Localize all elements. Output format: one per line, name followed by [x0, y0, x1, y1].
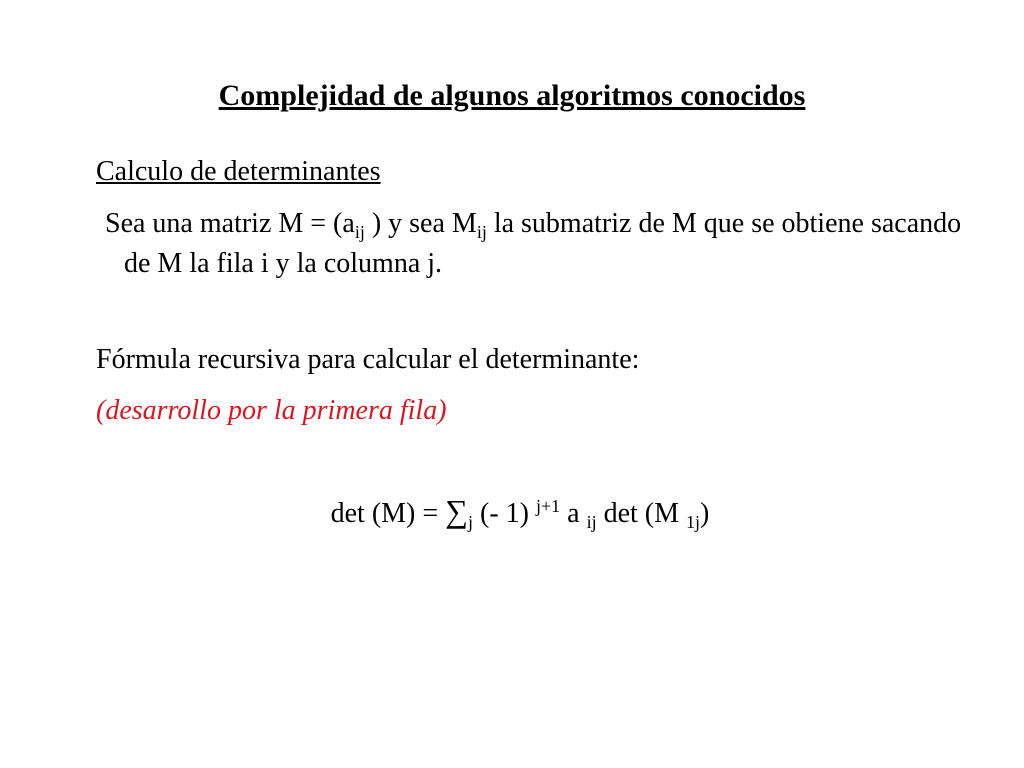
formula-note: (desarrollo por la primera fila)	[96, 395, 447, 426]
definition-text-3: la submatriz de M que se obtiene sacando de M la fila i y la columna j.	[124, 208, 962, 279]
formula-sign-term: (- 1)	[473, 498, 536, 529]
matrix-definition	[96, 204, 984, 284]
formula-det-term: det (M	[596, 498, 687, 529]
slide-title: Complejidad de algunos algoritmos conocidos	[218, 79, 806, 112]
definition-text-2: ) y sea M	[364, 208, 477, 239]
section-heading: Calculo de determinantes	[96, 156, 381, 187]
formula-lhs: det (M) =	[330, 498, 446, 529]
formula-m-subscript: 1j	[686, 512, 701, 532]
formula-a-term: a	[560, 498, 587, 529]
definition-subscript-1: ij	[354, 222, 365, 242]
formula-close-paren: )	[700, 498, 710, 529]
definition-text-1: Sea una matriz M = (a	[105, 208, 355, 239]
sigma-subscript: j	[467, 512, 473, 532]
formula-exponent: j+1	[535, 496, 561, 516]
formula-intro: Fórmula recursiva para calcular el determinante:	[96, 344, 640, 375]
definition-subscript-2: ij	[476, 222, 487, 242]
formula-a-subscript: ij	[586, 512, 597, 532]
determinant-formula	[0, 492, 1024, 531]
sigma-symbol: ∑	[445, 493, 468, 529]
